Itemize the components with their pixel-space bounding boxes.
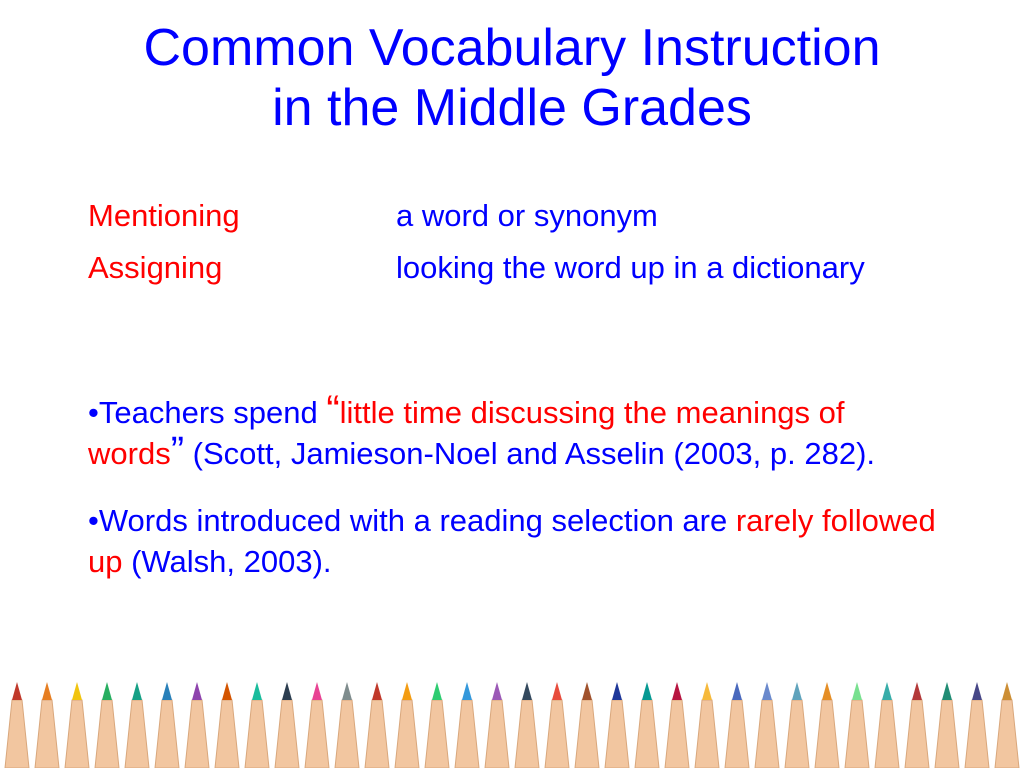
pencil-icon xyxy=(365,682,389,768)
definition-description: looking the word up in a dictionary xyxy=(396,250,865,285)
title-line-1: Common Vocabulary Instruction xyxy=(143,19,881,77)
pencil-icon xyxy=(35,682,59,768)
close-quote: ” xyxy=(170,429,185,473)
pencil-icon xyxy=(215,682,239,768)
definition-term: Assigning xyxy=(88,250,223,285)
citation-text: (Walsh, 2003). xyxy=(122,544,332,579)
pencil-icon xyxy=(935,682,959,768)
pencil-icon xyxy=(95,682,119,768)
pencil-icon xyxy=(305,682,329,768)
pencil-icon xyxy=(965,682,989,768)
bullet-item xyxy=(88,388,948,474)
pencil-icon xyxy=(425,682,449,768)
definition-description: a word or synonym xyxy=(396,198,658,233)
definition-term: Mentioning xyxy=(88,198,240,233)
pencil-icon xyxy=(515,682,539,768)
pencil-icon xyxy=(905,682,929,768)
definition-list xyxy=(88,196,948,300)
pencil-icon xyxy=(785,682,809,768)
quoted-text: little time discussing the meanings of words xyxy=(88,395,845,471)
pencil-icon xyxy=(185,682,209,768)
bullet-list xyxy=(88,388,948,608)
pencil-icon xyxy=(695,682,719,768)
pencil-icon xyxy=(635,682,659,768)
bullet-text: •Words introduced with a reading selection are xyxy=(88,503,736,538)
pencil-icon xyxy=(875,682,899,768)
pencil-icon xyxy=(605,682,629,768)
pencil-icon xyxy=(755,682,779,768)
bullet-item xyxy=(88,500,948,582)
slide-title xyxy=(0,18,1024,138)
pencil-icon xyxy=(995,682,1019,768)
pencil-icon xyxy=(275,682,299,768)
emphasis-text: rarely followed up xyxy=(88,503,936,579)
pencil-icon xyxy=(245,682,269,768)
colored-pencils-border-icon xyxy=(0,678,1024,768)
pencil-icon xyxy=(5,682,29,768)
pencil-icon xyxy=(575,682,599,768)
pencil-icon xyxy=(335,682,359,768)
pencil-icon xyxy=(725,682,749,768)
title-line-2: in the Middle Grades xyxy=(272,79,752,137)
open-quote: “ xyxy=(326,388,340,432)
definition-row xyxy=(88,196,948,236)
pencil-icon xyxy=(545,682,569,768)
bullet-text: •Teachers spend xyxy=(88,395,327,430)
pencil-icon xyxy=(845,682,869,768)
pencil-icon xyxy=(815,682,839,768)
pencil-icon xyxy=(485,682,509,768)
pencil-icon xyxy=(455,682,479,768)
definition-row xyxy=(88,248,948,288)
citation-text: (Scott, Jamieson-Noel and Asselin (2003, p. 282). xyxy=(184,436,876,471)
pencil-icon xyxy=(155,682,179,768)
pencil-icon xyxy=(665,682,689,768)
pencil-icon xyxy=(125,682,149,768)
pencil-icon xyxy=(65,682,89,768)
pencil-icon xyxy=(395,682,419,768)
